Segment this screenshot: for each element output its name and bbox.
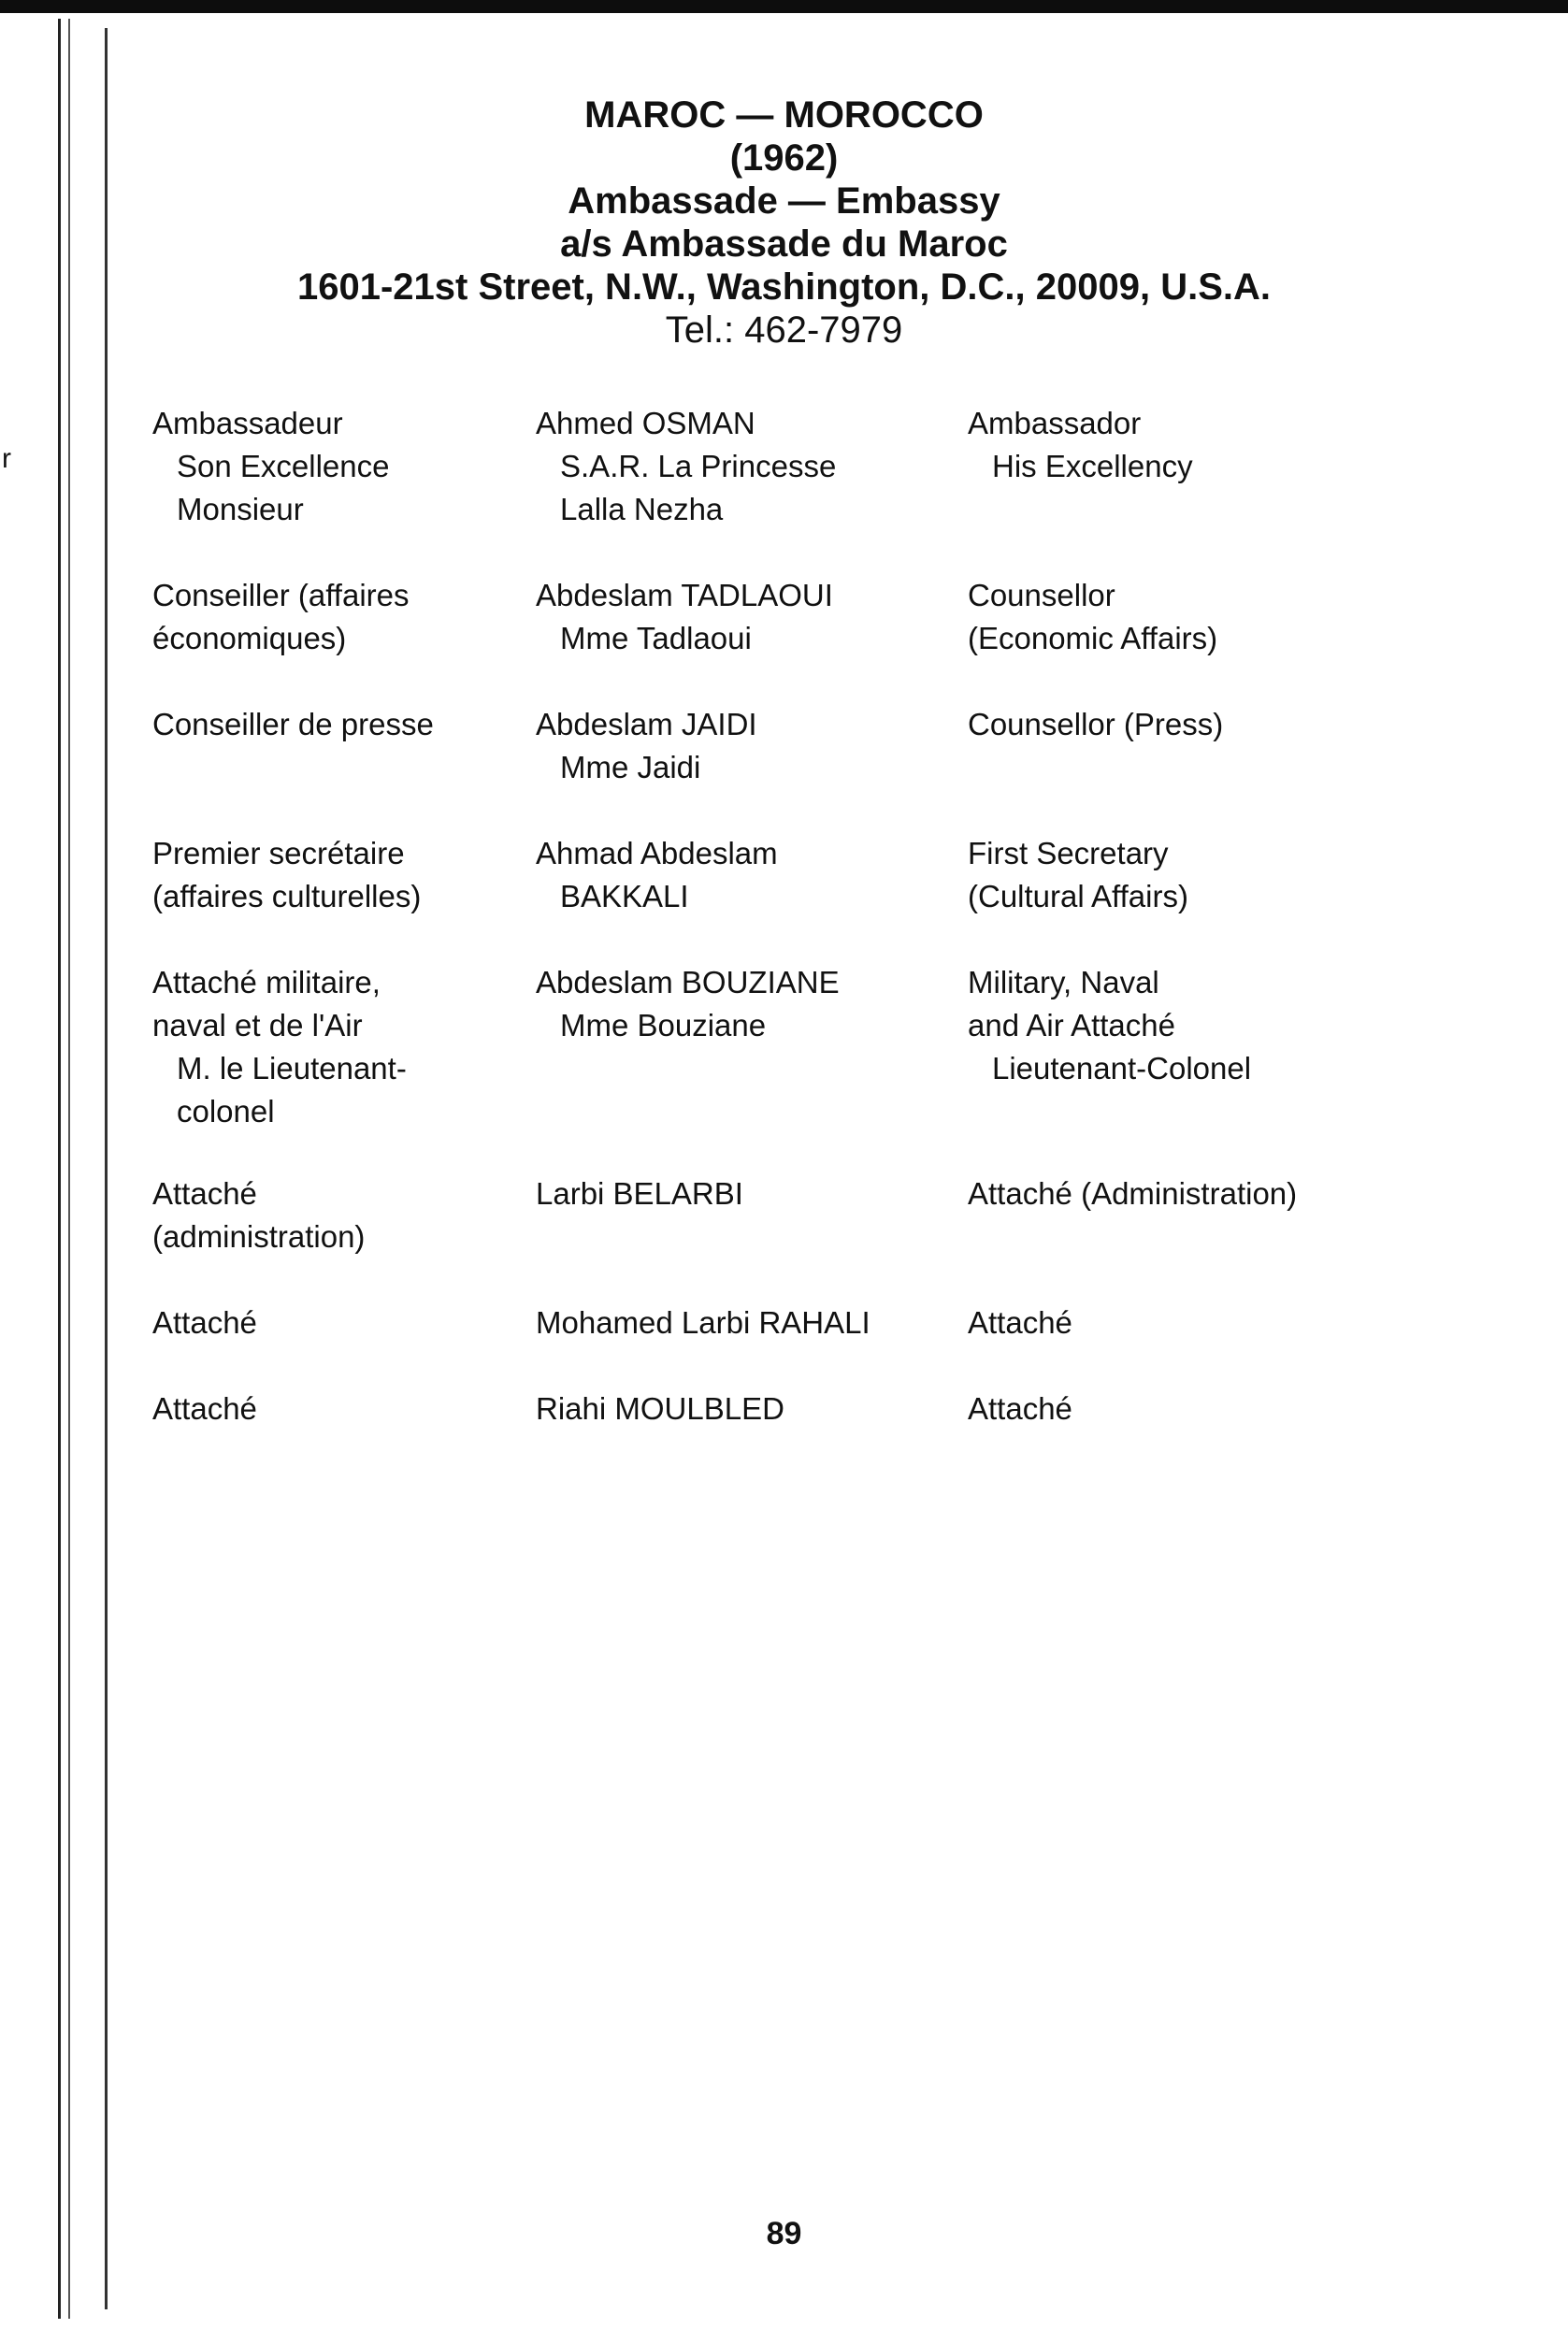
english-line: and Air Attaché bbox=[968, 1008, 1175, 1042]
english-title bbox=[968, 703, 1547, 746]
name-line: Larbi BELARBI bbox=[536, 1176, 743, 1211]
french-line: colonel bbox=[177, 1094, 275, 1129]
page-title: MAROC — MOROCCO bbox=[584, 94, 984, 136]
french-line: Attaché bbox=[152, 1391, 257, 1426]
person-name bbox=[536, 703, 947, 789]
name-line: BAKKALI bbox=[560, 879, 689, 913]
english-line: Attaché bbox=[968, 1391, 1072, 1426]
person-name bbox=[536, 832, 947, 918]
french-line: (affaires culturelles) bbox=[152, 879, 422, 913]
french-line: Conseiller (affaires bbox=[152, 578, 410, 612]
english-line: Military, Naval bbox=[968, 965, 1159, 999]
care-of: a/s Ambassade du Maroc bbox=[560, 223, 1008, 265]
name-line: Mme Jaidi bbox=[560, 750, 701, 784]
english-title bbox=[968, 402, 1547, 488]
french-line: Conseiller de presse bbox=[152, 707, 434, 741]
name-line: Abdeslam JAIDI bbox=[536, 707, 757, 741]
name-line: Ahmad Abdeslam bbox=[536, 836, 778, 870]
english-line: Attaché bbox=[968, 1305, 1072, 1340]
french-line: Ambassadeur bbox=[152, 406, 343, 440]
english-line: His Excellency bbox=[992, 449, 1193, 483]
english-line: (Economic Affairs) bbox=[968, 621, 1218, 655]
english-line: Attaché (Administration) bbox=[968, 1176, 1298, 1211]
name-line: Abdeslam TADLAOUI bbox=[536, 578, 833, 612]
binding-line bbox=[105, 28, 108, 2309]
english-line: (Cultural Affairs) bbox=[968, 879, 1188, 913]
person-name bbox=[536, 1301, 947, 1344]
page-header bbox=[0, 93, 1568, 352]
english-title bbox=[968, 1172, 1547, 1215]
french-line: M. le Lieutenant- bbox=[177, 1051, 407, 1085]
french-line: Son Excellence bbox=[177, 449, 390, 483]
name-line: Mohamed Larbi RAHALI bbox=[536, 1305, 870, 1340]
french-title bbox=[152, 1387, 517, 1430]
french-line: Attaché bbox=[152, 1305, 257, 1340]
english-line: Counsellor (Press) bbox=[968, 707, 1224, 741]
french-title bbox=[152, 1301, 517, 1344]
margin-mark: r bbox=[2, 443, 11, 474]
english-line: First Secretary bbox=[968, 836, 1169, 870]
french-title bbox=[152, 832, 517, 918]
english-title bbox=[968, 961, 1547, 1090]
english-title bbox=[968, 1301, 1547, 1344]
french-title bbox=[152, 574, 517, 660]
page-number: 89 bbox=[766, 2216, 802, 2251]
subtitle: Ambassade — Embassy bbox=[568, 180, 1000, 222]
french-title bbox=[152, 703, 517, 746]
english-line: Lieutenant-Colonel bbox=[992, 1051, 1252, 1085]
french-title bbox=[152, 961, 517, 1133]
name-line: Abdeslam BOUZIANE bbox=[536, 965, 840, 999]
telephone: Tel.: 462-7979 bbox=[665, 309, 903, 351]
english-title bbox=[968, 1387, 1547, 1430]
year: (1962) bbox=[729, 137, 839, 179]
french-title bbox=[152, 402, 517, 531]
address: 1601-21st Street, N.W., Washington, D.C., 20009, U.S.A. bbox=[296, 266, 1272, 308]
person-name bbox=[536, 402, 947, 531]
french-line: économiques) bbox=[152, 621, 347, 655]
person-name bbox=[536, 1172, 947, 1215]
person-name bbox=[536, 574, 947, 660]
english-line: Counsellor bbox=[968, 578, 1115, 612]
french-line: Monsieur bbox=[177, 492, 304, 526]
binding-edge bbox=[58, 19, 70, 2319]
name-line: Ahmed OSMAN bbox=[536, 406, 755, 440]
name-line: Riahi MOULBLED bbox=[536, 1391, 784, 1426]
english-title bbox=[968, 832, 1547, 918]
name-line: Mme Bouziane bbox=[560, 1008, 767, 1042]
french-line: naval et de l'Air bbox=[152, 1008, 363, 1042]
person-name bbox=[536, 1387, 947, 1430]
french-line: (administration) bbox=[152, 1219, 366, 1254]
french-line: Attaché militaire, bbox=[152, 965, 381, 999]
person-name bbox=[536, 961, 947, 1047]
name-line: S.A.R. La Princesse bbox=[560, 449, 837, 483]
scan-top-edge bbox=[0, 0, 1568, 13]
french-line: Premier secrétaire bbox=[152, 836, 405, 870]
name-line: Mme Tadlaoui bbox=[560, 621, 752, 655]
english-title bbox=[968, 574, 1547, 660]
name-line: Lalla Nezha bbox=[560, 492, 724, 526]
english-line: Ambassador bbox=[968, 406, 1142, 440]
french-line: Attaché bbox=[152, 1176, 257, 1211]
french-title bbox=[152, 1172, 517, 1258]
